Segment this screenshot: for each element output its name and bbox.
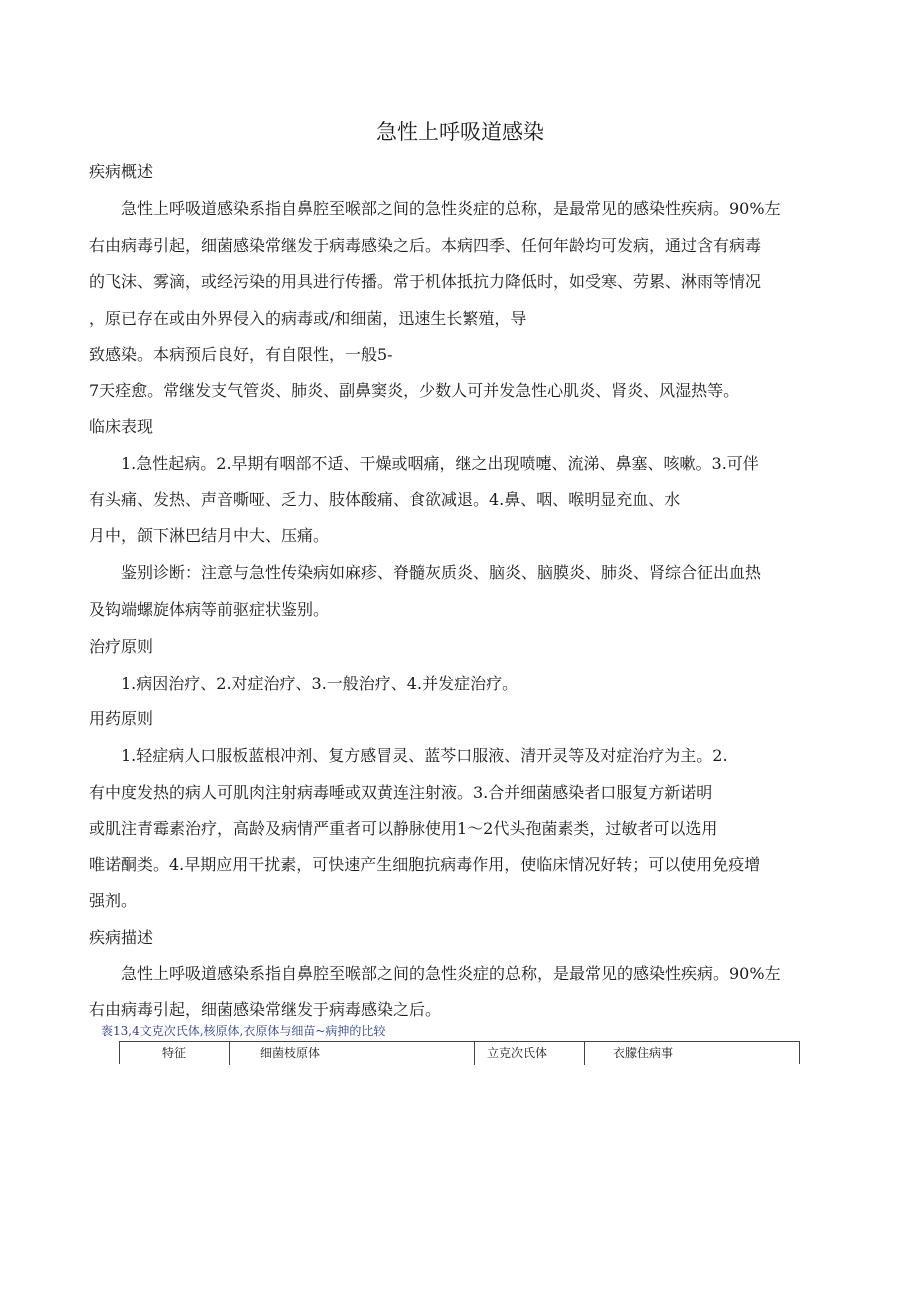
table-header-chlamydia: 衣朦住病事	[613, 1046, 674, 1060]
overview-line-6: 7天痊愈。常继发支气管炎、肺炎、副鼻窦炎，少数人可并发急性心肌炎、肾炎、风湿热等。	[89, 381, 740, 400]
overview-line-4: ，原已存在或由外界侵入的病毒或/和细菌，迅速生长繁殖，导	[89, 309, 527, 328]
diagnosis-line-1: 鉴别诊断：注意与急性传染病如麻疹、脊髓灰质炎、脑炎、脑膜炎、肺炎、肾综合征出血热	[121, 563, 762, 582]
treatment-line: 1.病因治疗、2.对症治疗、3.一般治疗、4.并发症治疗。	[121, 674, 519, 693]
table-header-feature: 特征	[120, 1042, 230, 1065]
section-heading-treatment: 治疗原则	[89, 637, 154, 656]
table-caption: 袠13,4文克次氏体,核原体,衣原体与细苗~病抻的比较	[101, 1024, 386, 1038]
section-heading-overview: 疾病概述	[89, 162, 154, 181]
medication-line-2: 有中度发热的病人可肌肉注射病毒唾或双黄连注射液。3.合并细菌感染者口服复方新诺明	[89, 783, 713, 802]
overview-line-1: 急性上呼吸道感染系指自鼻腔至喉部之间的急性炎症的总称，是最常见的感染性疾病。90%左	[121, 199, 781, 218]
overview-line-3: 的飞沫、雾滴，或经污染的用具进行传播。常于机体抵抗力降低时，如受寒、劳累、淋雨等情况	[89, 272, 762, 291]
comparison-table	[119, 1041, 800, 1064]
description-line-2: 右由病毒引起，细菌感染常继发于病毒感染之后。	[89, 1000, 442, 1019]
medication-line-1: 1.轻症病人口服板蓝根冲剂、复方感冒灵、蓝芩口服液、清开灵等及对症治疗为主。2.	[121, 746, 728, 765]
table-header-rickettsia: 立克次氏体	[475, 1042, 585, 1065]
medication-line-4: 唯诺酮类。4.早期应用干扰素，可快速产生细胞抗病毒作用，使临床情况好转；可以使用免疫增	[89, 855, 761, 874]
diagnosis-line-2: 及钩端螺旋体病等前驱症状鉴别。	[89, 600, 330, 619]
section-heading-medication: 用药原则	[89, 709, 154, 728]
overview-line-2: 右由病毒引起，细菌感染常继发于病毒感染之后。本病四季、任何年龄均可发病，通过含有病毒	[89, 236, 762, 255]
description-line-1: 急性上呼吸道感染系指自鼻腔至喉部之间的急性炎症的总称，是最常见的感染性疾病。90%左	[121, 964, 781, 983]
medication-line-3: 或肌注青霉素治疗，高龄及病情严重者可以静脉使用1～2代头孢菌素类，过敏者可以选用	[89, 819, 718, 838]
clinical-line-1: 1.急性起病。2.早期有咽部不适、干燥或咽痛，继之出现喷嚏、流涕、鼻塞、咳嗽。3.可伴	[121, 454, 759, 473]
page-title: 急性上呼吸道感染	[376, 120, 544, 144]
section-heading-description: 疾病描述	[89, 928, 154, 947]
clinical-line-3: 月中，颌下淋巴结月中大、压痛。	[89, 526, 330, 545]
clinical-line-2: 有头痛、发热、声音嘶哑、乏力、肢体酸痛、食欲减退。4.鼻、咽、喉明显充血、水	[89, 490, 681, 509]
section-heading-clinical: 临床表现	[89, 417, 154, 436]
table-header-mycoplasma: 细菌枝原体	[230, 1042, 475, 1065]
overview-line-5: 致感染。本病预后良好，有自限性，一般5-	[89, 345, 393, 364]
medication-line-5: 强剂。	[89, 891, 138, 910]
